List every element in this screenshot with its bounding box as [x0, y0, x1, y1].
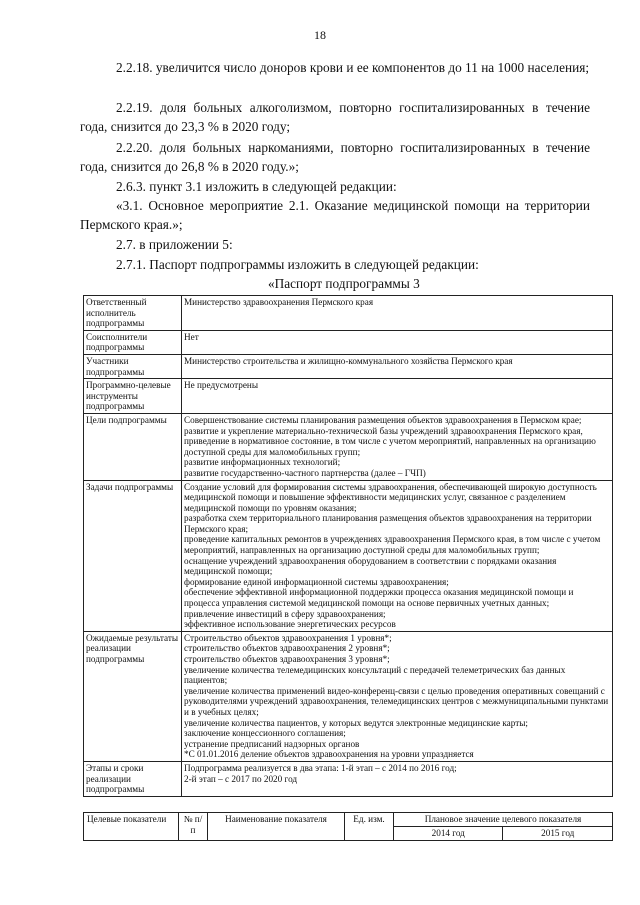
page-number: 18	[314, 28, 326, 42]
passport-row-label: Ответственный исполнитель подпрограммы	[84, 296, 182, 331]
passport-item: развитие и укрепление материально-технической базы учреждений здравоохранения Пермского края, приведение в нормативное состояние, в том числе с учетом мероприятий, направленных на организацию доступной среды для маломобильных групп;	[184, 425, 596, 457]
passport-item: оснащение учреждений здравоохранения оборудованием в соответствии с порядками оказания медицинской помощи;	[184, 555, 557, 577]
passport-row	[84, 480, 613, 631]
passport-item: строительство объектов здравоохранения 2 уровня*;	[184, 643, 390, 654]
passport-item: привлечение инвестиций в сферу здравоохранения;	[184, 608, 386, 619]
passport-row	[84, 413, 613, 480]
passport-row-value	[182, 413, 613, 480]
passport-item: увеличение количества телемедицинских консультаций с передачей телеметрических баз данных пациентов;	[184, 664, 566, 686]
passport-row-value	[182, 354, 613, 378]
paragraph-2-2-18: 2.2.18. увеличится число доноров крови и ее компонентов до 11 на 1000 населения;	[116, 60, 590, 75]
passport-item: Строительство объектов здравоохранения 1 уровня*;	[184, 632, 392, 643]
passport-item: разработка схем территориального планирования размещения объектов здравоохранения на территории Пермского края;	[184, 513, 592, 534]
passport-item: Создание условий для формирования системы здравоохранения, обеспечивающей широкую доступность медицинской помощи и повышение эффективности медицинских услуг, связанное с разделением медицинской помощи по уровням оказания;	[184, 481, 597, 513]
passport-row-label: Этапы и сроки реализации подпрограммы	[84, 761, 182, 796]
passport-row-label: Соисполнители подпрограммы	[84, 330, 182, 354]
passport-item: проведение капитальных ремонтов в учреждениях здравоохранения Пермского края, в том числе с учетом мероприятий, направленных на организацию доступной среды для маломобильных групп;	[184, 534, 601, 556]
passport-row-label: Программно-целевые инструменты подпрограммы	[84, 379, 182, 414]
year-2014: 2014 год	[394, 827, 503, 841]
passport-item: формирование единой информационной системы здравоохранения;	[184, 576, 449, 587]
passport-item: Министерство строительства и жилищно-коммунального хозяйства Пермского края	[184, 355, 513, 366]
passport-row-value	[182, 631, 613, 761]
passport-item: строительство объектов здравоохранения 3 уровня*;	[184, 654, 390, 664]
passport-row	[84, 379, 613, 414]
plan-header: Плановое значение целевого показателя	[394, 813, 613, 827]
indicators-table	[83, 812, 613, 841]
name-header: Наименование показателя	[208, 813, 345, 841]
passport-row-label: Участники подпрограммы	[84, 354, 182, 378]
paragraph-3-1: «3.1. Основное мероприятие 2.1. Оказание медицинской помощи на территории Пермского края.»;	[80, 198, 590, 232]
year-2015: 2015 год	[503, 827, 613, 841]
passport-row-value	[182, 296, 613, 331]
unit-header: Ед. изм.	[345, 813, 394, 841]
passport-item: Нет	[184, 331, 199, 342]
passport-item: Не предусмотрены	[184, 380, 258, 391]
paragraph-2-2-20: 2.2.20. доля больных наркоманиями, повторно госпитализированных в течение года, снизится до 26,8 % в 2020 году.»;	[80, 140, 590, 174]
passport-row-value	[182, 761, 613, 796]
passport-item: эффективное использование энергетических ресурсов	[184, 619, 396, 630]
passport-row	[84, 631, 613, 761]
passport-table	[83, 295, 613, 797]
passport-item: 2-й этап – с 2017 по 2020 год	[184, 773, 298, 784]
number-header: № п/п	[179, 813, 208, 841]
passport-row	[84, 354, 613, 378]
passport-row-value	[182, 379, 613, 414]
passport-item: обеспечение эффективной информационной поддержки процесса оказания медицинской помощи и процесса управления системой медицинской помощи на основе первичных учетных данных;	[184, 587, 574, 609]
passport-item: увеличение количества пациентов, у которых ведутся электронные медицинские карты;	[184, 717, 528, 728]
passport-row	[84, 296, 613, 331]
paragraph-2-7: 2.7. в приложении 5:	[116, 237, 233, 252]
passport-row	[84, 330, 613, 354]
passport-row-label: Ожидаемые результаты реализации подпрограммы	[84, 631, 182, 761]
passport-row-value	[182, 330, 613, 354]
passport-row-label: Цели подпрограммы	[84, 413, 182, 480]
paragraph-2-7-1: 2.7.1. Паспорт подпрограммы изложить в следующей редакции:	[116, 257, 479, 272]
passport-row	[84, 761, 613, 796]
paragraph-2-6-3: 2.6.3. пункт 3.1 изложить в следующей редакции:	[116, 179, 397, 194]
paragraph-2-2-19: 2.2.19. доля больных алкоголизмом, повторно госпитализированных в течение года, снизится до 23,3 % в 2020 году;	[80, 100, 590, 134]
passport-item: развитие государственно-частного партнерства (далее – ГЧП)	[184, 467, 426, 478]
passport-row-label: Задачи подпрограммы	[84, 480, 182, 631]
passport-item: устранение предписаний надзорных органов	[184, 738, 360, 749]
passport-item: *С 01.01.2016 деление объектов здравоохранения на уровни упраздняется	[184, 749, 474, 760]
indicators-label: Целевые показатели	[84, 813, 179, 841]
passport-title: «Паспорт подпрограммы 3	[268, 276, 420, 291]
passport-item: Подпрограмма реализуется в два этапа: 1-й этап – с 2014 по 2016 год;	[184, 762, 457, 773]
passport-item: развитие информационных технологий;	[184, 457, 341, 468]
passport-row-value	[182, 480, 613, 631]
passport-item: заключение концессионного соглашения;	[184, 728, 346, 739]
indicators-header-row	[84, 813, 613, 827]
passport-item: Министерство здравоохранения Пермского края	[184, 297, 374, 307]
passport-item: Совершенствование системы планирования размещения объектов здравоохранения в Пермском крае;	[184, 414, 582, 425]
passport-item: увеличение количества применений видео-конференц-связи с целью проведения оперативных совещаний с руководителями учреждений здравоохранения, телемедицинских центров с межмуниципальными пунктами и в учебных целях;	[184, 685, 609, 717]
